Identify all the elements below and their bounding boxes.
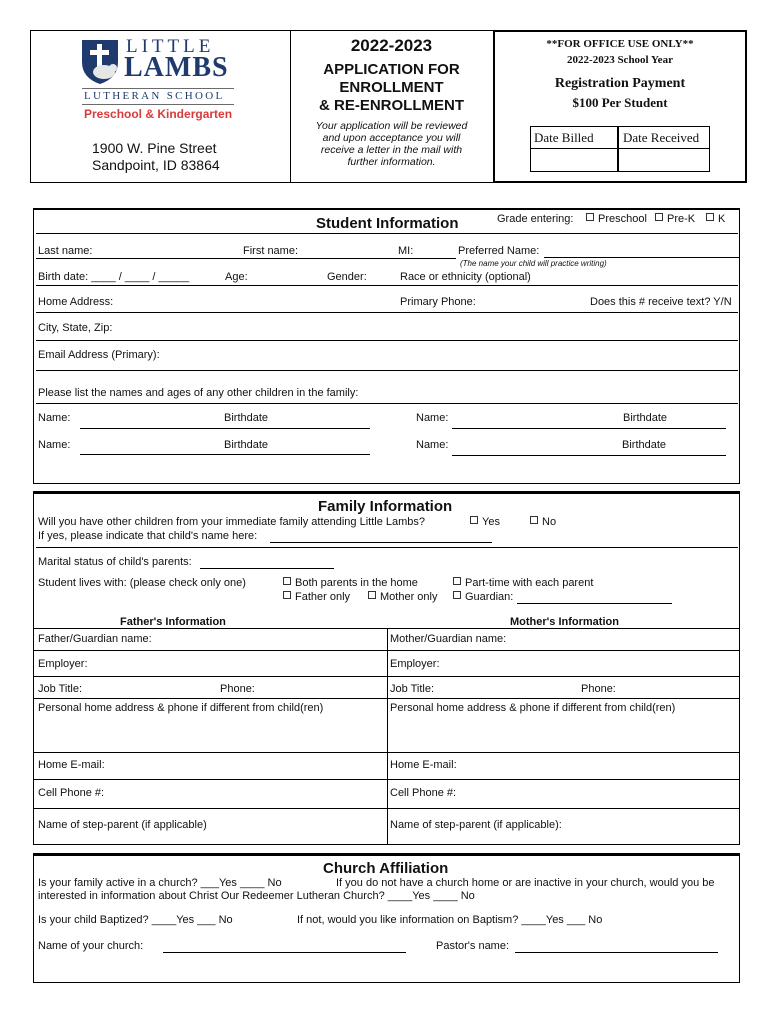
race-label: Race or ethnicity (optional) <box>400 271 531 283</box>
baptized-question: Is your child Baptized? ____Yes ___ No <box>38 914 233 926</box>
checkbox-icon[interactable] <box>368 591 376 599</box>
child2-birthdate-label: Birthdate <box>623 412 668 424</box>
father-phone-label: Phone: <box>220 683 255 695</box>
review-note-line3: receive a letter in the mail with <box>320 144 463 156</box>
pastor-name-label: Pastor's name: <box>436 940 510 952</box>
father-info-heading: Father's Information <box>120 616 226 628</box>
cell-field[interactable] <box>33 808 740 809</box>
checkbox-icon[interactable] <box>283 577 291 585</box>
child1-birthdate-label: Birthdate <box>224 412 269 424</box>
father-home-email-label: Home E-mail: <box>38 759 105 771</box>
marital-status-field[interactable] <box>200 568 334 569</box>
if-yes-child-name-label: If yes, please indicate that child's name here: <box>38 530 258 542</box>
lives-father-only[interactable]: Father only <box>283 591 350 603</box>
no-church-home-line1: If you do not have a church home or are inactive in your church, would you be <box>336 877 715 889</box>
lives-guardian[interactable]: Guardian: <box>453 591 513 603</box>
job-field[interactable] <box>33 698 740 699</box>
primary-phone-label: Primary Phone: <box>400 296 476 308</box>
school-address-line1: 1900 W. Pine Street <box>92 140 217 156</box>
checkbox-icon[interactable] <box>453 591 461 599</box>
title-line1: APPLICATION FOR <box>323 61 460 78</box>
city-state-zip-label: City, State, Zip: <box>38 322 113 334</box>
father-employer-label: Employer: <box>38 658 88 670</box>
checkbox-icon[interactable] <box>586 213 594 221</box>
parents-rule-top <box>33 628 740 629</box>
church-name-field[interactable] <box>163 952 406 953</box>
employer-field[interactable] <box>33 676 740 677</box>
mother-personal-address-label: Personal home address & phone if different from child(ren) <box>390 702 676 714</box>
church-heading: Church Affiliation <box>323 860 449 877</box>
home-email-field[interactable] <box>33 779 740 780</box>
preferred-name-label: Preferred Name: <box>458 245 540 257</box>
lives-both-parents[interactable]: Both parents in the home <box>283 577 418 589</box>
title-line2: ENROLLMENT <box>339 79 444 96</box>
logo-rule-bottom <box>82 104 234 105</box>
lives-with-label: Student lives with: (please check only one) <box>38 577 246 589</box>
parents-column-divider <box>387 628 388 845</box>
mother-cell-label: Cell Phone #: <box>390 787 457 799</box>
child3-name-label: Name: <box>38 439 71 451</box>
child4-name-label: Name: <box>416 439 449 451</box>
other-attending-no[interactable]: No <box>530 516 556 528</box>
church-name-label: Name of your church: <box>38 940 144 952</box>
father-job-title-label: Job Title: <box>38 683 83 695</box>
no-church-home-line2: interested in information about Christ Our Redeemer Lutheran Church? ____Yes ____ No <box>38 890 475 902</box>
mother-info-heading: Mother's Information <box>510 616 619 628</box>
lives-mother-only[interactable]: Mother only <box>368 591 437 603</box>
home-address-label: Home Address: <box>38 296 114 308</box>
mother-job-title-label: Job Title: <box>390 683 435 695</box>
father-personal-address-label: Personal home address & phone if different from child(ren) <box>38 702 324 714</box>
mi-label: MI: <box>398 245 414 257</box>
mother-employer-label: Employer: <box>390 658 440 670</box>
child3-birthdate-label: Birthdate <box>224 439 269 451</box>
first-name-label: First name: <box>243 245 299 257</box>
lamb-shield-icon <box>80 36 120 86</box>
gender-label: Gender: <box>327 271 367 283</box>
checkbox-icon[interactable] <box>530 516 538 524</box>
father-cell-label: Cell Phone #: <box>38 787 105 799</box>
date-cells-divider <box>530 148 710 149</box>
other-attending-question: Will you have other children from your immediate family attending Little Lambs? <box>38 516 426 528</box>
church-active-question: Is your family active in a church? ___Yes ____ No <box>38 877 282 889</box>
email-primary-label: Email Address (Primary): <box>38 349 160 361</box>
grade-option-prek[interactable]: Pre-K <box>655 213 695 225</box>
father-name-label: Father/Guardian name: <box>38 633 152 645</box>
other-children-label: Please list the names and ages of any other children in the family: <box>38 387 359 399</box>
date-billed-label: Date Billed <box>534 130 594 145</box>
if-yes-child-name-field[interactable] <box>270 542 492 543</box>
logo-rule-top <box>82 88 234 89</box>
date-received-label: Date Received <box>623 130 700 145</box>
review-note-line1: Your application will be reviewed <box>315 120 468 132</box>
child4-field-line[interactable] <box>452 455 726 456</box>
city-field-line[interactable] <box>36 340 738 341</box>
lives-part-time[interactable]: Part-time with each parent <box>453 577 593 589</box>
family-info-heading: Family Information <box>318 498 453 515</box>
father-step-parent-label: Name of step-parent (if applicable) <box>38 819 207 831</box>
mother-step-parent-label: Name of step-parent (if applicable): <box>390 819 562 831</box>
checkbox-icon[interactable] <box>470 516 478 524</box>
review-note-line4: further information. <box>347 156 436 168</box>
student-rule-1 <box>36 233 738 234</box>
review-note-line2: and upon acceptance you will <box>322 132 461 144</box>
student-info-heading: Student Information <box>316 215 459 232</box>
guardian-name-field[interactable] <box>517 603 672 604</box>
child2-field-line[interactable] <box>452 428 726 429</box>
checkbox-icon[interactable] <box>706 213 714 221</box>
preferred-name-field[interactable] <box>544 257 740 258</box>
preferred-name-note: (The name your child will practice writing) <box>460 259 607 268</box>
grade-option-k[interactable]: K <box>706 213 725 225</box>
logo-word-little: LITTLE <box>126 36 215 57</box>
child1-name-label: Name: <box>38 412 71 424</box>
checkbox-icon[interactable] <box>283 591 291 599</box>
personal-address-field[interactable] <box>33 752 740 753</box>
grade-option-preschool[interactable]: Preschool <box>586 213 647 225</box>
office-per-student: $100 Per Student <box>572 95 668 110</box>
application-title <box>290 36 493 168</box>
grade-entering-label: Grade entering: <box>497 213 574 225</box>
title-line3: & RE-ENROLLMENT <box>319 97 464 114</box>
logo-subtitle: LUTHERAN SCHOOL <box>84 90 225 102</box>
school-address-line2: Sandpoint, ID 83864 <box>92 157 220 173</box>
logo-tagline: Preschool & Kindergarten <box>84 107 233 121</box>
office-use-heading: **FOR OFFICE USE ONLY** <box>546 38 694 50</box>
birth-row-field-line[interactable] <box>36 285 738 286</box>
child3-field-line[interactable] <box>80 454 370 455</box>
pastor-name-field[interactable] <box>515 952 718 953</box>
birth-date-label: Birth date: ____ / ____ / _____ <box>38 271 190 283</box>
marital-status-label: Marital status of child's parents: <box>38 556 192 568</box>
school-logo <box>80 36 240 126</box>
office-reg-payment: Registration Payment <box>554 76 686 91</box>
text-question-label: Does this # receive text? Y/N <box>590 296 732 308</box>
mother-home-email-label: Home E-mail: <box>390 759 457 771</box>
age-label: Age: <box>225 271 248 283</box>
logo-word-lambs: LAMBS <box>124 52 229 83</box>
family-rule-1 <box>36 547 738 548</box>
mother-phone-label: Phone: <box>581 683 616 695</box>
baptism-info-question: If not, would you like information on Baptism? ____Yes ___ No <box>297 914 603 926</box>
title-year: 2022-2023 <box>350 36 433 55</box>
address-row-field-line[interactable] <box>36 312 738 313</box>
child2-name-label: Name: <box>416 412 449 424</box>
checkbox-icon[interactable] <box>453 577 461 585</box>
office-school-year: 2022-2023 School Year <box>567 54 673 66</box>
email-field-line[interactable] <box>36 370 738 371</box>
name-row-field-line[interactable] <box>36 258 456 259</box>
last-name-label: Last name: <box>38 245 93 257</box>
other-children-rule <box>36 403 738 404</box>
mother-name-label: Mother/Guardian name: <box>390 633 507 645</box>
parent-name-field[interactable] <box>33 650 740 651</box>
other-attending-yes[interactable]: Yes <box>470 516 500 528</box>
child1-field-line[interactable] <box>80 428 370 429</box>
office-use-content <box>495 38 745 111</box>
checkbox-icon[interactable] <box>655 213 663 221</box>
child4-birthdate-label: Birthdate <box>622 439 667 451</box>
